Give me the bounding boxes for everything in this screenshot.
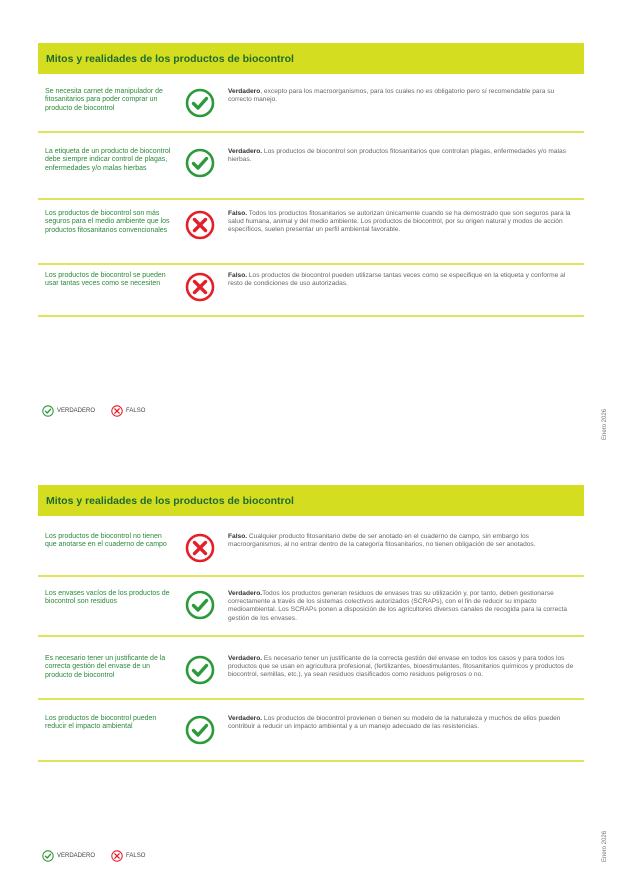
answer-text [228,655,578,680]
verdict-label: Verdadero. [228,590,263,597]
verdict-label: Verdadero. [228,655,263,662]
check-circle-icon [42,850,54,862]
myth-text: Es necesario tener un justificante de la correcta gestión del envase de un producto de biocontrol [45,655,166,679]
answer-text [228,210,578,235]
myth-text: Los productos de biocontrol son más seguros para el medio ambiente que los productos fitosanitarios convencionales [45,210,170,234]
answer-text [228,148,578,164]
verdict-label: Verdadero [228,88,261,95]
verdict-label: Falso. [228,210,248,217]
myth-text: Se necesita carnet de manipulador de fitosanitarios para poder comprar un producto de biocontrol [45,88,163,112]
answer-body: Cualquier producto fitosanitario debe de ser anotado en el cuaderno de campo, sin embargo los macroorganismos, al no entrar dentro de la categoría fitosanitarios, no tienen obligación de ser anotados. [228,533,536,549]
myth-row [38,272,584,317]
section-2 [38,485,584,731]
myth-row [38,148,584,200]
answer-text [228,272,578,288]
answer-body: , excepto para los macroorganismos, para los cuales no es obligatorio pero sí recomendable para su correcto manejo. [228,88,555,104]
check-circle-icon [185,655,215,685]
answer-body: Los productos de biocontrol son productos fitosanitarios que controlan plagas, enfermedades y/o malas hierbas. [228,148,566,164]
legend [42,850,161,862]
x-circle-icon [111,850,123,862]
check-circle-icon [185,715,215,745]
myth-row [38,655,584,700]
verdict-label: Falso. [228,272,248,279]
myth-row [38,210,584,265]
answer-text [228,590,578,623]
answer-body: Los productos de biocontrol provienen o tienen su modelo de la naturaleza y muchos de ellos pueden contribuir a reducir un impacto ambiental y a un manejo adecuado de las resistencias. [228,715,561,731]
answer-body: Es necesario tener un justificante de la correcta gestión del envase en todos los casos y para todos los productos que se usan en agricultura profesional, (fertilizantes, bioestimulantes, fitosanitarios químicos y productos de biocontrol, semillas, etc.), ya sean residuos clasificados como residuos peligrosos o no. [228,655,574,679]
legend-false: FALSO [126,853,146,859]
myth-text: Los envases vacíos de los productos de biocontrol son residuos [45,590,170,606]
verdict-label: Falso. [228,533,248,540]
answer-text [228,88,578,104]
myth-row [38,715,584,762]
answer-body: Los productos de biocontrol pueden utilizarse tantas veces como se especifique en la etiqueta y conforme al resto de condiciones de uso autorizadas. [228,272,566,288]
myth-text: Los productos de biocontrol pueden reducir el impacto ambiental [45,715,157,731]
legend-true: VERDADERO [57,853,96,859]
section-1 [38,43,584,288]
answer-text [228,715,578,731]
myth-row [38,533,584,577]
myth-text: Los productos de biocontrol no tienen que anotarse en el cuaderno de campo [45,533,167,549]
x-circle-icon [185,210,215,240]
myth-text: La etiqueta de un producto de biocontrol debe siempre indicar control de plagas, enfermedades y/o malas hierbas [45,148,171,172]
x-circle-icon [185,272,215,302]
verdict-label: Verdadero. [228,715,263,722]
legend-true: VERDADERO [57,408,96,414]
legend-false: FALSO [126,408,146,414]
date-label: Enero 2026 [602,408,608,440]
myth-text: Los productos de biocontrol se pueden usar tantas veces como se necesiten [45,272,166,288]
x-circle-icon [111,405,123,417]
answer-text [228,533,578,549]
legend [42,405,161,417]
check-circle-icon [185,88,215,118]
check-circle-icon [185,590,215,620]
x-circle-icon [185,533,215,563]
myth-row [38,88,584,133]
answer-body: Todos los productos generan residuos de envases tras su utilización y, por tanto, deben gestionarse correctamente a través de los sistemas colectivos autorizados (SCRAPs), con el fin de reducir su impacto medioambiental. Los SCRAPs ponen a disposición de los agricultores diversos canales de recogida para la correcta gestión de los envases. [228,590,568,622]
section-title: Mitos y realidades de los productos de biocontrol [38,485,584,516]
answer-body: Todos los productos fitosanitarios se autorizan únicamente cuando se ha demostrado que son seguros para la salud humana, animal y del medio ambiente. Los productos de biocontrol, por su origen natural y modos de acción específicos, suelen presentar un perfil ambiental favorable. [228,210,571,234]
section-title: Mitos y realidades de los productos de biocontrol [38,43,584,74]
verdict-label: Verdadero. [228,148,263,155]
check-circle-icon [42,405,54,417]
date-label: Enero 2026 [602,830,608,862]
check-circle-icon [185,148,215,178]
myth-row [38,590,584,637]
